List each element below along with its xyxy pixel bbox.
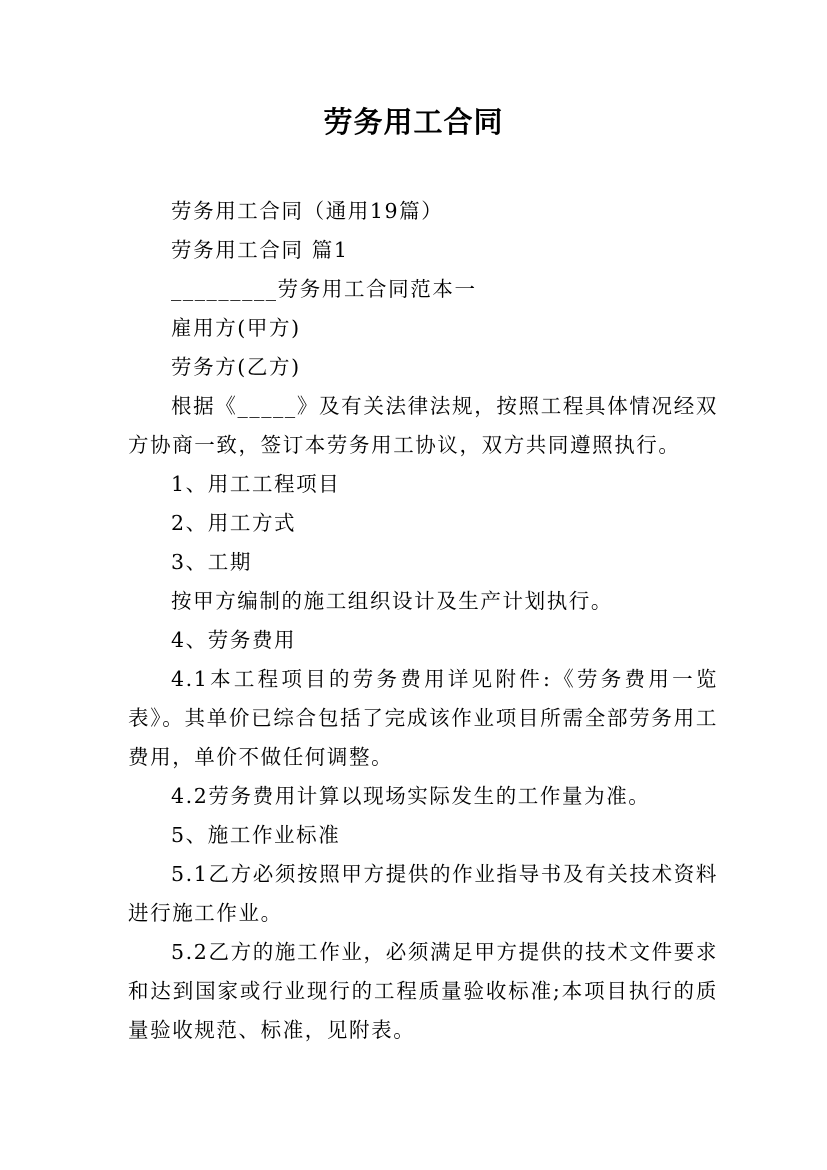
paragraph: 劳务用工合同（通用19篇） (171, 199, 444, 223)
paragraph: 2、用工方式 (171, 511, 297, 535)
paragraph: 4.2劳务费用计算以现场实际发生的工作量为准。 (171, 784, 651, 808)
paragraph: 按甲方编制的施工组织设计及生产计划执行。 (171, 589, 613, 613)
paragraph: 4.1本工程项目的劳务费用详见附件:《劳务费用一览表》。其单价已综合包括了完成该作业项目所需全部劳务用工费用，单价不做任何调整。 (128, 667, 718, 769)
document-body (128, 192, 718, 1050)
paragraph: _________劳务用工合同范本一 (171, 277, 477, 301)
paragraph: 4、劳务费用 (171, 628, 297, 652)
paragraph: 5.1乙方必须按照甲方提供的作业指导书及有关技术资料进行施工作业。 (128, 862, 718, 925)
paragraph: 5、施工作业标准 (171, 823, 341, 847)
paragraph: 5.2乙方的施工作业，必须满足甲方提供的技术文件要求和达到国家或行业现行的工程质量验收标准;本项目执行的质量验收规范、标准，见附表。 (128, 940, 718, 1042)
paragraph: 劳务方(乙方) (171, 355, 301, 379)
paragraph: 3、工期 (171, 550, 252, 574)
document-title: 劳务用工合同 (323, 105, 504, 139)
paragraph: 根据《_____》及有关法律法规，按照工程具体情况经双方协商一致，签订本劳务用工协议，双方共同遵照执行。 (128, 394, 718, 457)
paragraph: 雇用方(甲方) (171, 316, 301, 340)
paragraph: 劳务用工合同 篇1 (171, 238, 349, 262)
paragraph: 1、用工工程项目 (171, 472, 341, 496)
